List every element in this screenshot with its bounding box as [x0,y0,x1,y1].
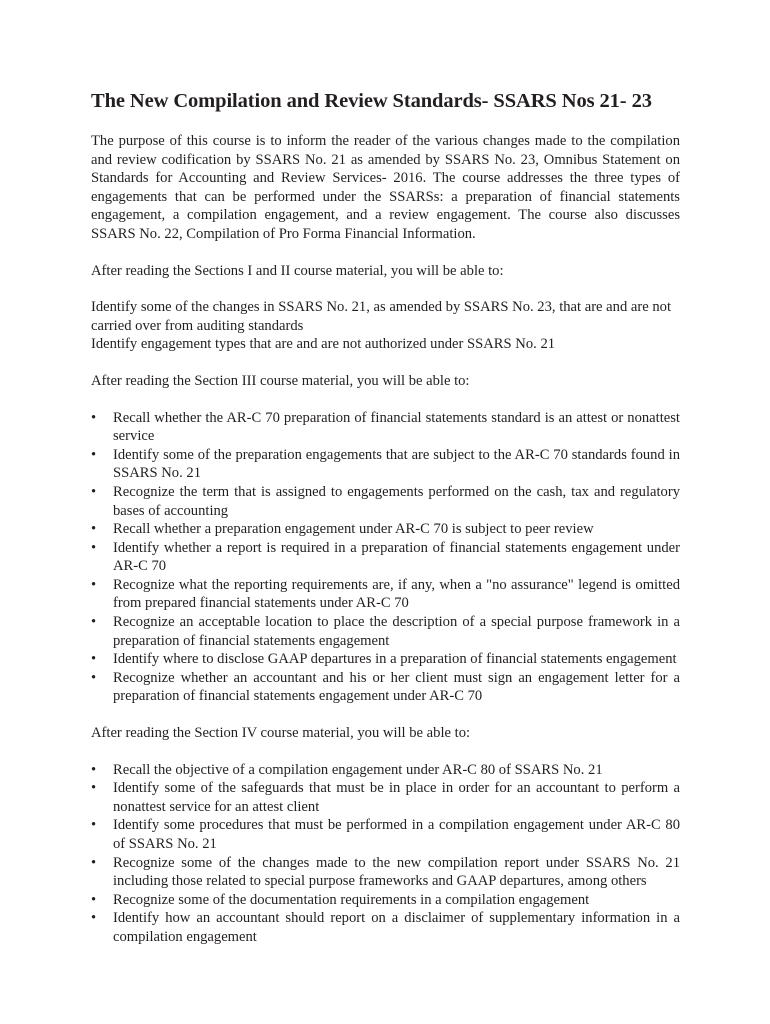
list-item [91,891,680,910]
list-item-text: Identify where to disclose GAAP departures in a preparation of financial statements engagement [113,651,677,668]
bullet-icon: • [91,409,97,426]
section-4-bullet-list [91,761,680,947]
bullet-icon: • [91,817,97,834]
section-1-2-lead: After reading the Sections I and II course material, you will be able to: [91,262,504,279]
list-item-text: Recognize whether an accountant and his or her client must sign an engagement letter for a preparation of financial statements engagement under AR-C 70 [113,669,680,705]
list-item [91,779,680,816]
list-item [91,520,680,539]
bullet-icon: • [91,539,97,556]
section-3-lead: After reading the Section III course material, you will be able to: [91,372,470,389]
list-item [91,650,680,669]
list-item [91,669,680,706]
list-item [91,613,680,650]
list-item-text: Recognize the term that is assigned to engagements performed on the cash, tax and regulatory bases of accounting [113,483,680,519]
list-item-text: Recognize an acceptable location to place the description of a special purpose framework in a preparation of financial statements engagement [113,614,680,649]
list-item [91,539,680,576]
list-item-text: Recall whether a preparation engagement under AR-C 70 is subject to peer review [113,521,594,538]
bullet-icon: • [91,483,97,500]
bullet-icon: • [91,910,97,927]
list-item [91,409,680,446]
bullet-icon: • [91,669,97,686]
list-item-text: Recall the objective of a compilation engagement under AR-C 80 of SSARS No. 21 [113,761,603,778]
section-1-2-objectives [91,298,680,354]
bullet-icon: • [91,651,97,668]
bullet-icon: • [91,780,97,797]
list-item-text: Recognize some of the changes made to the new compilation report under SSARS No. 21 including those related to special purpose frameworks and GAAP departures, among others [113,854,680,890]
bullet-icon: • [91,614,97,631]
bullet-icon: • [91,521,97,538]
list-item-text: Identify some procedures that must be performed in a compilation engagement under AR-C 80 of SSARS No. 21 [113,817,680,852]
bullet-icon: • [91,446,97,463]
list-item-text: Recognize what the reporting requirements are, if any, when a "no assurance" legend is omitted from prepared financial statements under AR-C 70 [113,576,680,612]
objective-line: Identify some of the changes in SSARS No. 21, as amended by SSARS No. 23, that are and are not carried over from auditing standards [91,299,672,334]
list-item [91,483,680,520]
list-item-text: Recall whether the AR-C 70 preparation of financial statements standard is an attest or nonattest service [113,409,680,445]
bullet-icon: • [91,891,97,908]
intro-paragraph: The purpose of this course is to inform the reader of the various changes made to the compilation and review codification by SSARS No. 21 as amended by SSARS No. 23, Omnibus Statement on Standards for Accounting and Review Services- 2016. The course addresses the three types of engagements that can be performed under the SSARSs: a preparation of financial statements engagement, a compilation engagement, and a review engagement. The course also discusses SSARS No. 22, Compilation of Pro Forma Financial Information. [91,133,680,242]
bullet-icon: • [91,761,97,778]
list-item [91,761,680,780]
list-item-text: Identify whether a report is required in a preparation of financial statements engagement under AR-C 70 [113,539,680,575]
list-item [91,446,680,483]
list-item-text: Recognize some of the documentation requirements in a compilation engagement [113,891,590,908]
list-item-text: Identify some of the preparation engagements that are subject to the AR-C 70 standards found in SSARS No. 21 [113,446,680,482]
page-title: The New Compilation and Review Standards- SSARS Nos 21- 23 [91,90,652,112]
list-item-text: Identify some of the safeguards that must be in place in order for an accountant to perform a nonattest service for an attest client [113,780,680,815]
bullet-icon: • [91,576,97,593]
list-item [91,854,680,891]
list-item [91,909,680,946]
bullet-icon: • [91,854,97,871]
list-item-text: Identify how an accountant should report on a disclaimer of supplementary information in a compilation engagement [113,910,680,945]
section-4-lead: After reading the Section IV course material, you will be able to: [91,725,471,742]
section-3-bullet-list [91,409,680,707]
list-item [91,576,680,613]
objective-line: Identify engagement types that are and are not authorized under SSARS No. 21 [91,336,556,353]
list-item [91,816,680,853]
